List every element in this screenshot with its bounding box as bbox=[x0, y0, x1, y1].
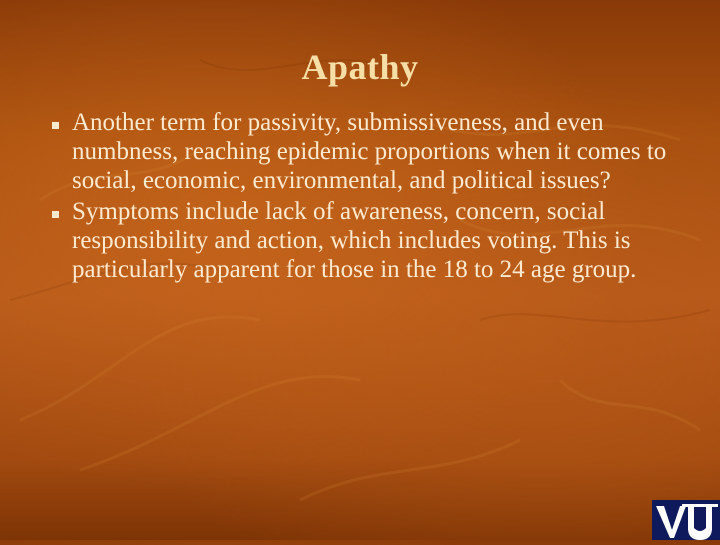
bullet-item bbox=[52, 197, 692, 284]
bullet-text: Another term for passivity, submissiveness, and even numbness, reaching epidemic proportions when it comes to social, economic, environmental, and political issues? bbox=[72, 109, 667, 194]
slide-title: Apathy bbox=[301, 47, 419, 87]
bullet-list bbox=[52, 108, 692, 286]
square-bullet-icon bbox=[52, 211, 59, 218]
square-bullet-icon bbox=[52, 122, 59, 129]
bullet-item bbox=[52, 108, 692, 195]
bullet-text: Symptoms include lack of awareness, concern, social responsibility and action, which includes voting. This is particularly apparent for those in the 18 to 24 age group. bbox=[72, 198, 637, 283]
vu-logo-icon bbox=[652, 500, 720, 540]
